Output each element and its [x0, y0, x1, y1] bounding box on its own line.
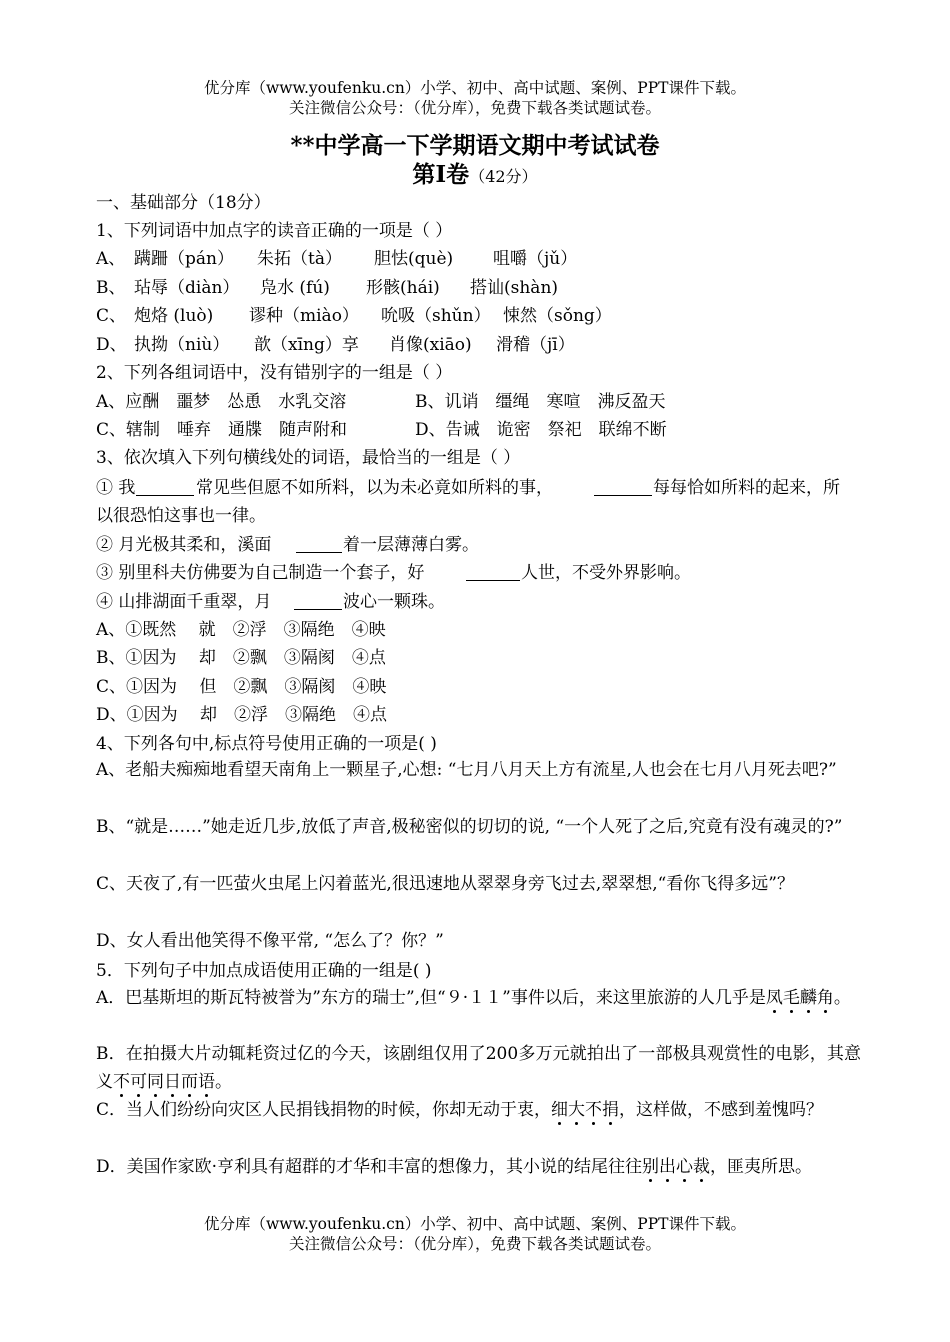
emphasis-char: 麟 [799, 988, 817, 1008]
q4-stem: 4、下列各句中,标点符号使用正确的一项是( ) [96, 734, 437, 754]
q4-option-c: C、天夜了,有一匹萤火虫尾上闪着蓝光,很迅速地从翠翠身旁飞过去,翠翠想,“看你飞得多远”？ [96, 874, 795, 894]
q5-option-a: A．巴基斯坦的斯瓦特被誉为”东方的瑞士”,但“９·１１”事件以后，来这里旅游的人几乎是凤毛麟角。 [96, 988, 851, 1008]
q1-option-c: C、 炮烙 (luò) 谬种（miào） 吮吸（shǔn） 悚然（sǒng） [96, 306, 612, 326]
q2-option-d: D、告诫 诡密 祭祀 联绵不断 [415, 420, 667, 440]
emphasis-char: 而 [181, 1072, 198, 1092]
q5-option-c: C．当人们纷纷向灾区人民捐钱捐物的时候，你却无动于衷，细大不捐，这样做，不感到羞愧吗？ [96, 1100, 824, 1120]
header-line-1: 优分库（www.youfenku.cn）小学、初中、高中试题、案例、PPT课件下载。 [203, 79, 747, 97]
footer-line-2: 关注微信公众号：（优分库），免费下载各类试题试卷。 [288, 1235, 661, 1253]
volume-name: 第Ⅰ卷 [412, 161, 470, 188]
q3-option-c: C、①因为 但 ②飘 ③隔阂 ④映 [96, 677, 387, 697]
emphasis-char: 可 [130, 1072, 147, 1092]
emphasis-char: 不 [113, 1072, 130, 1092]
q1-stem: 1、下列词语中加点字的读音正确的一项是（ ） [96, 221, 453, 241]
q1-option-b: B、 玷辱（diàn） 凫水 (fú) 形骸(hái) 搭讪(shàn) [96, 278, 559, 298]
q3-option-d: D、①因为 却 ②浮 ③隔绝 ④点 [96, 705, 388, 725]
dotted-idiom [766, 988, 834, 1008]
q1-option-d: D、 执拗（niù） 歆（xīng）享 肖像(xiāo) 滑稽（jī） [96, 335, 575, 355]
q3-sentence-1-cont: 以很恐怕这事也一律。 [96, 506, 266, 526]
blank-1 [136, 481, 194, 496]
emphasis-char: 语 [198, 1072, 215, 1092]
q4-option-d: D、女人看出他笑得不像平常, “怎么了？你？” [96, 931, 444, 951]
dotted-idiom [113, 1072, 215, 1092]
blank-4 [466, 566, 520, 581]
footer-line-1: 优分库（www.youfenku.cn）小学、初中、高中试题、案例、PPT课件下载。 [203, 1215, 747, 1233]
emphasis-char: 不 [585, 1100, 603, 1120]
q3-sentence-2: ② 月光极其柔和，溪面 着一层薄薄白雾。 [96, 535, 479, 555]
dotted-idiom [642, 1157, 710, 1177]
q2-option-c: C、辖制 唾弃 通牒 随声附和 [96, 420, 348, 440]
q4-option-a: A、老船夫痴痴地看望天南角上一颗星子,心想: “七月八月天上方有流星,人也会在七月八月死去吧?” [96, 760, 837, 780]
emphasis-char: 裁 [693, 1157, 711, 1177]
q3-option-a: A、①既然 就 ②浮 ③隔绝 ④映 [96, 620, 386, 640]
dotted-idiom [551, 1100, 619, 1120]
q1-option-a: A、 蹒跚（pán） 朱拓（tà） 胆怯(què) 咀嚼（jǔ） [96, 249, 578, 269]
q5-option-b: B．在拍摄大片动辄耗资过亿的今天，该剧组仅用了200多万元就拍出了一部极具观赏性的电影，其意义不可同日而语。 [96, 1044, 861, 1092]
q3-option-b: B、①因为 却 ②飘 ③隔阂 ④点 [96, 648, 386, 668]
header-line-2: 关注微信公众号：（优分库），免费下载各类试题试卷。 [288, 99, 661, 117]
q2-stem: 2、下列各组词语中，没有错别字的一组是（ ） [96, 363, 453, 383]
q3-sentence-1: ① 我 常见些但愿不如所料，以为未必竟如所料的事， 每每恰如所料的起来，所 [96, 478, 840, 498]
volume-subtitle [0, 161, 950, 191]
emphasis-char: 角 [816, 988, 834, 1008]
section-heading: 一、基础部分（18分） [96, 193, 271, 213]
emphasis-char: 大 [568, 1100, 586, 1120]
emphasis-char: 心 [676, 1157, 694, 1177]
emphasis-char: 日 [164, 1072, 181, 1092]
q2-option-b: B、讥诮 缰绳 寒喧 沸反盈天 [415, 392, 666, 412]
emphasis-char: 凤 [765, 988, 783, 1008]
emphasis-char: 出 [659, 1157, 677, 1177]
emphasis-char: 别 [642, 1157, 660, 1177]
emphasis-char: 捐 [602, 1100, 620, 1120]
q3-sentence-4: ④ 山排湖面千重翠，月 波心一颗珠。 [96, 592, 445, 612]
q5-stem: 5．下列句子中加点成语使用正确的一组是( ) [96, 961, 432, 981]
emphasis-char: 同 [147, 1072, 164, 1092]
blank-3 [296, 538, 342, 553]
emphasis-char: 毛 [782, 988, 800, 1008]
volume-points: （42分） [469, 167, 538, 186]
q3-sentence-3: ③ 别里科夫仿佛要为自己制造一个套子，好 人世，不受外界影响。 [96, 563, 691, 583]
blank-2 [594, 481, 652, 496]
emphasis-char: 细 [551, 1100, 569, 1120]
q4-option-b: B、“就是……”她走近几步,放低了声音,极秘密似的切切的说, “一个人死了之后,究竟有没有魂灵的?” [96, 817, 843, 837]
blank-5 [294, 595, 342, 610]
exam-title: **中学高一下学期语文期中考试试卷 [290, 132, 660, 159]
q5-option-d: D．美国作家欧·亨利具有超群的才华和丰富的想像力，其小说的结尾往往别出心裁，匪夷所思。 [96, 1157, 813, 1177]
q3-stem: 3、依次填入下列句横线处的词语，最恰当的一组是（ ） [96, 448, 521, 468]
q2-option-a: A、应酬 噩梦 怂恿 水乳交溶 [96, 392, 347, 412]
